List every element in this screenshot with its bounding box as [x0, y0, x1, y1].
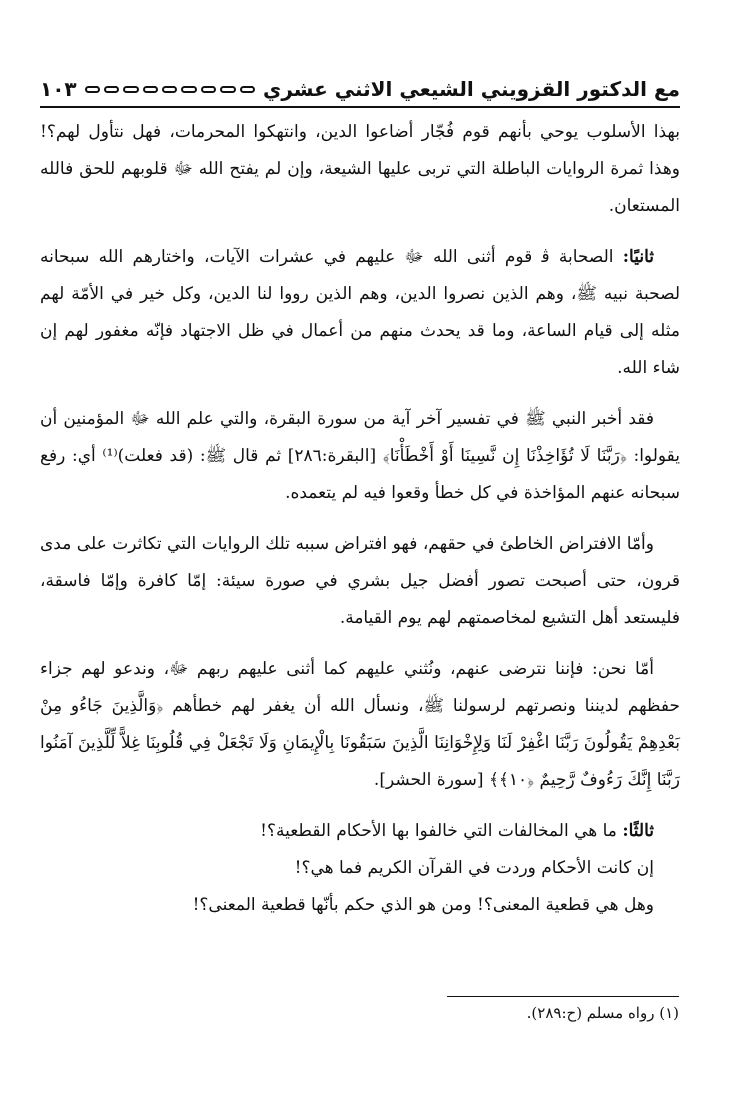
paragraph-lead: ثالثًا:: [622, 821, 654, 841]
page-number: ١٠٣: [40, 77, 77, 101]
running-header: [40, 72, 680, 108]
question-line: وهل هي قطعية المعنى؟! ومن هو الذي حكم بأنّها قطعية المعنى؟!: [192, 895, 654, 915]
paragraph: [40, 239, 680, 387]
paragraph: فقد أخبر النبي ﷺ في تفسير آخر آية من سورة البقرة، والتي علم الله ﷻ المؤمنين أن يقولوا: ﴿رَبَّنَا لَا تُؤَاخِذْنَا إِن نَّسِينَا أَوْ أَخْطَأْنَا﴾ [البقرة:٢٨٦] ثم قال ﷺ: (قد فعلت)⁽¹⁾ أي: رفع سبحانه عنهم المؤاخذة في كل خطأ وقعوا فيه لم يتعمده.: [40, 409, 680, 503]
question-text: ما هي المخالفات التي خالفوا بها الأحكام القطعية؟!: [260, 821, 623, 841]
footnote-divider: [447, 996, 679, 997]
paragraph: وأمّا الافتراض الخاطئ في حقهم، فهو افتراض سببه تلك الروايات التي تكاثرت على مدى قرون، حتى أصبحت تصور أفضل جيل بشري في صورة سيئة: إمّا كافرة وإمّا فاسقة، فليستعد أهل التشيع لمخاصمتهم لهم يوم القيامة.: [40, 534, 680, 628]
question-line: [40, 813, 680, 850]
paragraph: بهذا الأسلوب يوحي بأنهم قوم فُجّار أضاعوا الدين، وانتهكوا المحرمات، فهل نتأول لهم؟! وهذا ثمرة الروايات الباطلة التي تربى عليها الشيعة، وإن لم يفتح الله ﷻ قلوبهم للحق فالله المستعان.: [40, 122, 680, 216]
body-text: [40, 114, 680, 924]
header-title: مع الدكتور القزويني الشيعي الاثني عشري: [262, 77, 680, 101]
header-ornament-icon: [85, 86, 255, 93]
footnote: (١) رواه مسلم (ح:٢٨٩).: [526, 1004, 679, 1022]
book-page: [40, 72, 680, 924]
paragraph-text: الصحابة ﭬ قوم أثنى الله ﷻ عليهم في عشرات الآيات، واختارهم الله سبحانه لصحبة نبيه ﷺ، وهم الذين نصروا الدين، وهم الذين رووا لنا الدين، وكل خير في الأمّة لهم مثله إلى قيام الساعة، وما قد يحدث منهم من أعمال في ظل الاجتهاد فإنّه مغفور لهم إن شاء الله.: [40, 247, 680, 378]
paragraph: أمّا نحن: فإننا نترضى عنهم، ونُثني عليهم كما أثنى عليهم ربهم ﷻ، وندعو لهم جزاء حفظهم لديننا ونصرتهم لرسولنا ﷺ، ونسأل الله أن يغفر لهم خطأهم ﴿وَالَّذِينَ جَاءُو مِنْ بَعْدِهِمْ يَقُولُونَ رَبَّنَا اغْفِرْ لَنَا وَلِإِخْوَانِنَا الَّذِينَ سَبَقُونَا بِالْإِيمَانِ وَلَا تَجْعَلْ فِي قُلُوبِنَا غِلاًّ لِّلَّذِينَ آمَنُوا رَبَّنَا إِنَّكَ رَءُوفٌ رَّحِيمٌ ﴿١٠﴾﴾ [سورة الحشر].: [40, 659, 680, 790]
paragraph-lead: ثانيًا:: [622, 247, 654, 267]
question-line: إن كانت الأحكام وردت في القرآن الكريم فما هي؟!: [294, 858, 654, 878]
